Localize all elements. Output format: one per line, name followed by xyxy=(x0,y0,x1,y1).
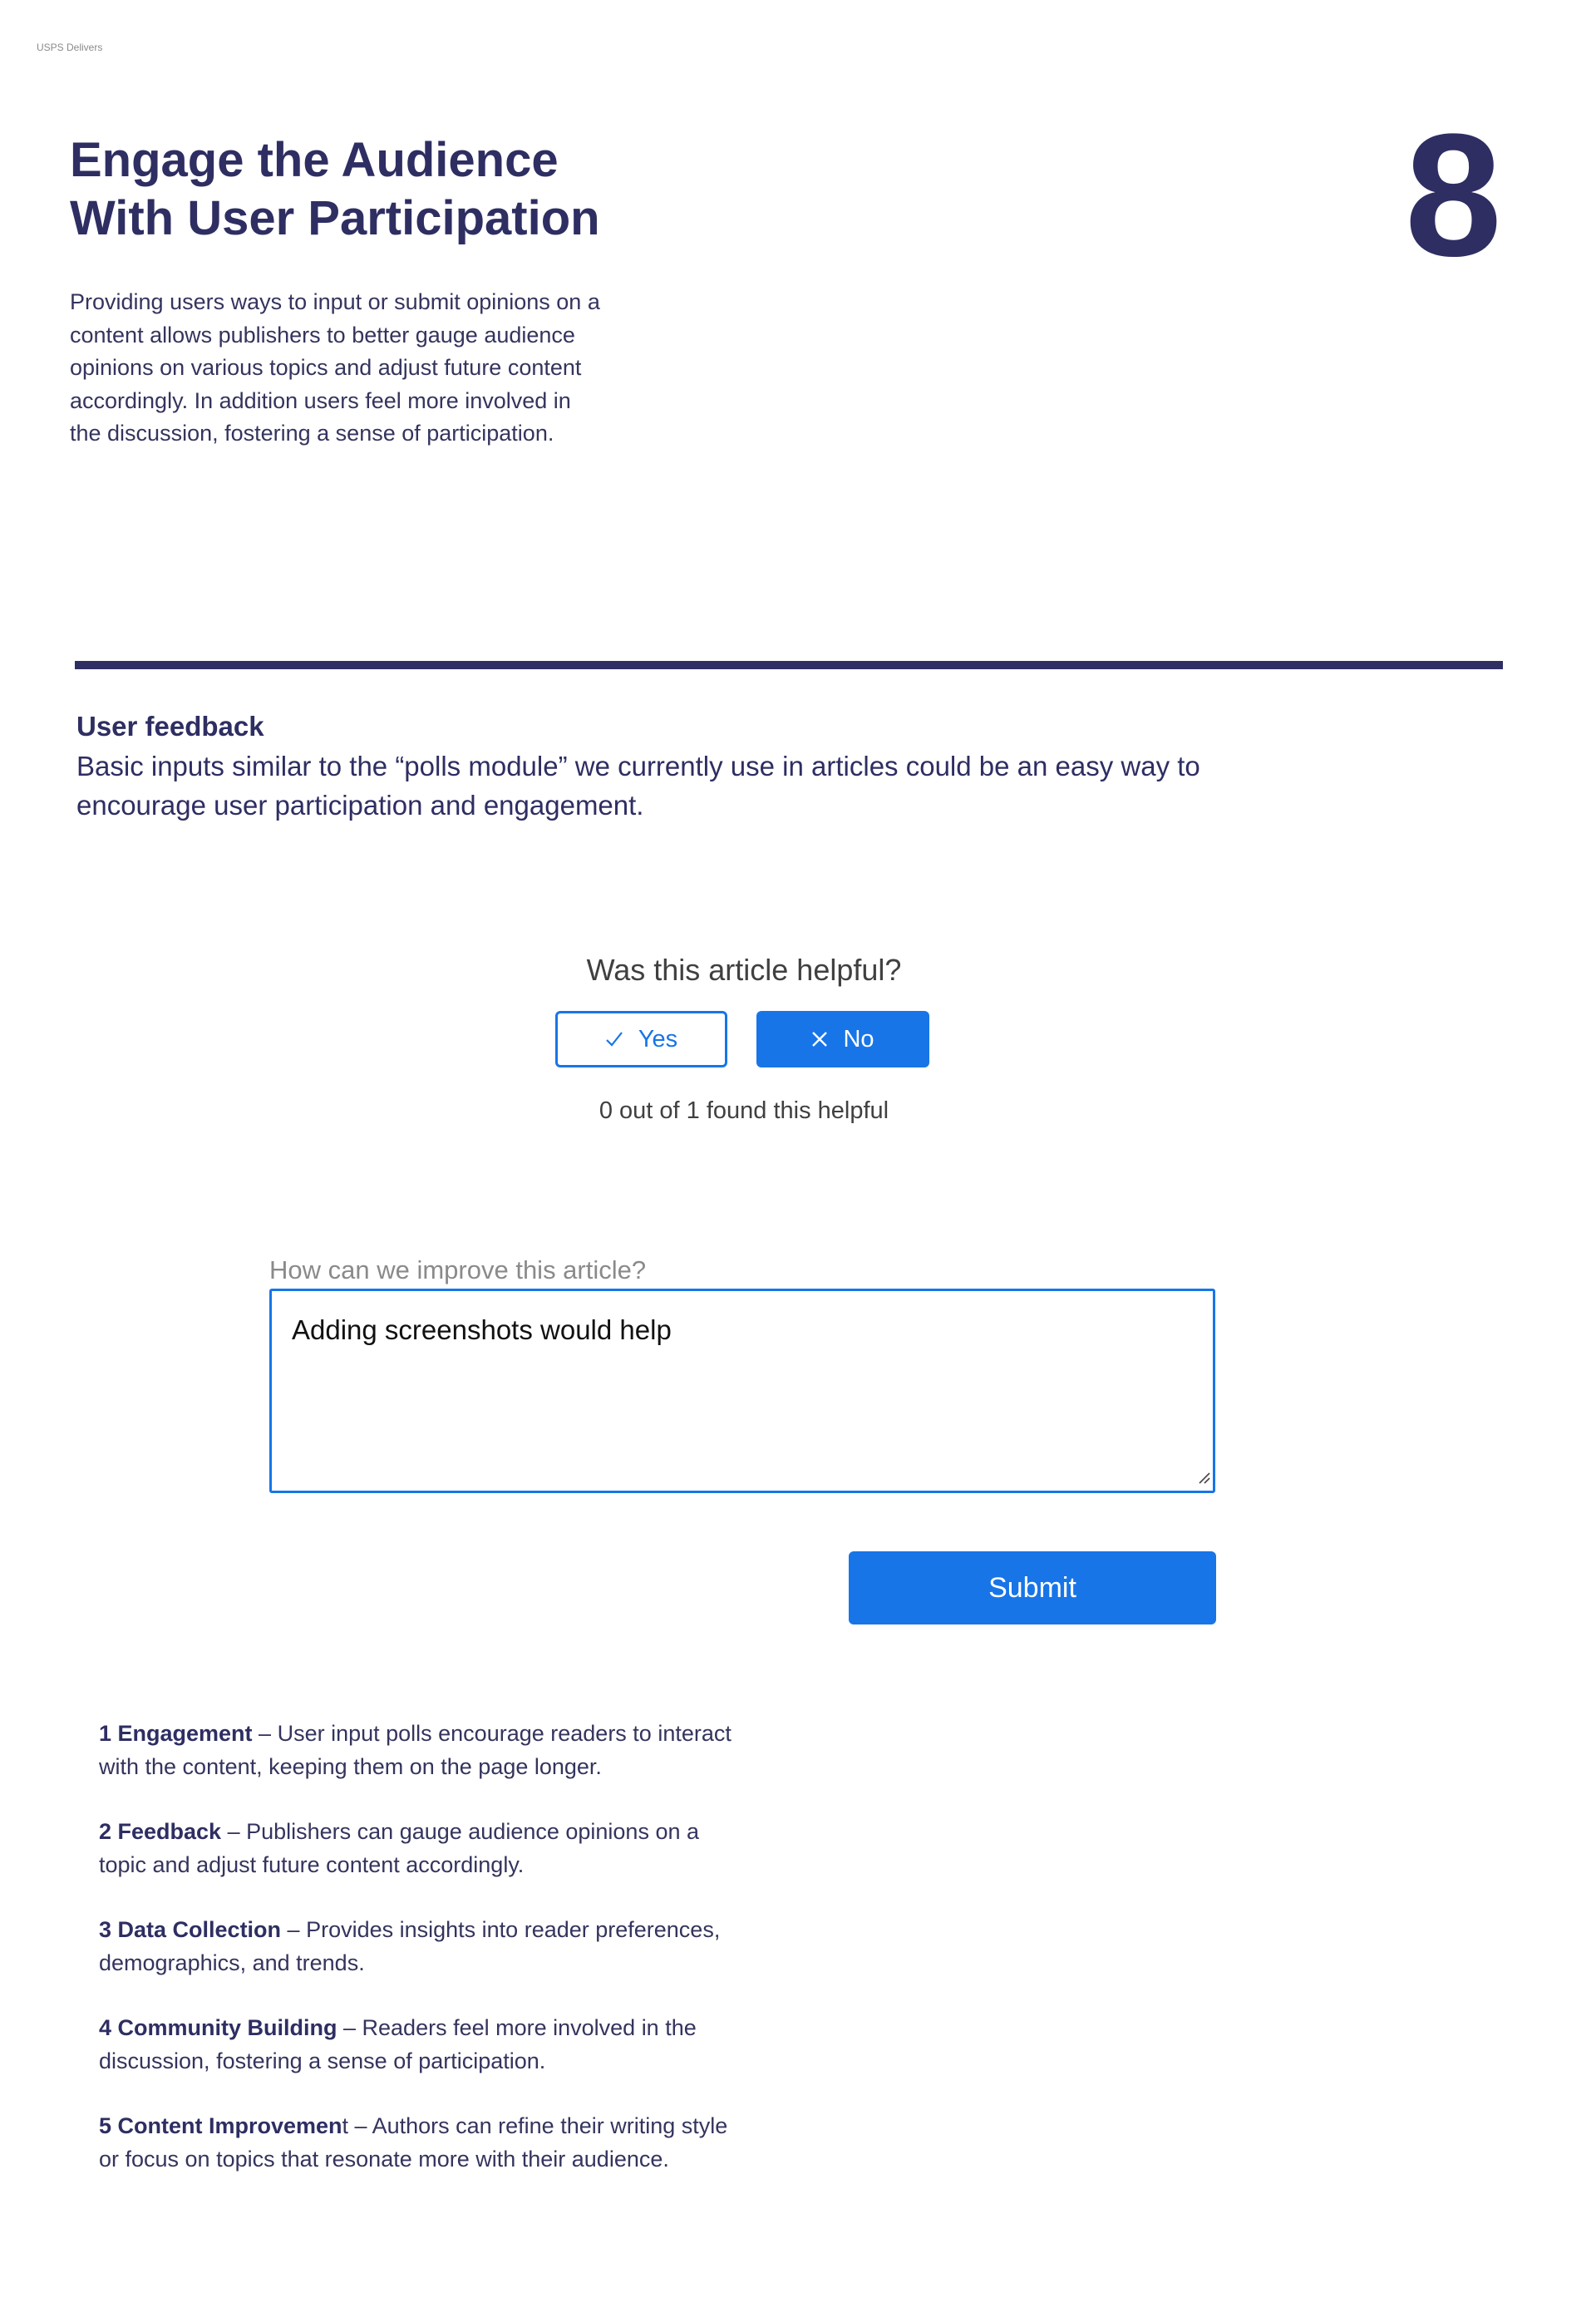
page-title-line-2: With User Participation xyxy=(70,191,600,245)
yes-button[interactable] xyxy=(555,1011,727,1067)
benefit-title: 5 Content Improvemen xyxy=(99,2113,342,2138)
benefit-item xyxy=(99,1816,747,1881)
resize-grip-icon[interactable] xyxy=(1196,1470,1211,1489)
benefit-title: 1 Engagement xyxy=(99,1721,253,1746)
page-title xyxy=(70,131,600,248)
benefit-text: – User input polls encourage readers to interact with the content, keeping them on the page longer. xyxy=(99,1721,732,1779)
section-heading: User feedback xyxy=(76,711,264,742)
benefit-text: – Readers feel more involved in the discussion, fostering a sense of participation. xyxy=(99,2015,697,2073)
benefit-title: 2 Feedback xyxy=(99,1819,222,1844)
no-button-label: No xyxy=(843,1025,874,1053)
benefit-text: – Provides insights into reader preferences, demographics, and trends. xyxy=(99,1917,721,1975)
check-icon xyxy=(605,1031,623,1048)
page-title-line-1: Engage the Audience xyxy=(70,133,559,187)
brand-label: USPS Delivers xyxy=(37,42,103,53)
helpful-count: 0 out of 1 found this helpful xyxy=(598,1097,889,1124)
section-description: Basic inputs similar to the “polls module” we currently use in articles could be an easy way to encourage user participation and engagement. xyxy=(76,751,1200,821)
section-divider xyxy=(75,661,1503,669)
intro-paragraph: Providing users ways to input or submit opinions on a content allows publishers to better gauge audience opinions on various topics and adjust future content accordingly. In addition users feel more involved in the discussion, fostering a sense of participation. xyxy=(70,289,600,446)
yes-button-label: Yes xyxy=(638,1025,678,1053)
benefit-item xyxy=(99,1914,747,1979)
benefit-text: – Publishers can gauge audience opinions on a topic and adjust future content accordingly. xyxy=(99,1819,700,1877)
benefit-title: 3 Data Collection xyxy=(99,1917,282,1942)
benefit-text: t – Authors can refine their writing style or focus on topics that resonate more with their audience. xyxy=(99,2113,728,2172)
benefits-list xyxy=(99,1718,747,2208)
submit-button[interactable]: Submit xyxy=(849,1551,1216,1624)
benefit-item xyxy=(99,2110,747,2176)
helpful-question: Was this article helpful? xyxy=(586,953,902,987)
no-button[interactable] xyxy=(756,1011,929,1067)
close-icon xyxy=(811,1031,828,1048)
benefit-item xyxy=(99,1718,747,1783)
improve-textarea[interactable] xyxy=(269,1289,1215,1493)
improve-field-label: How can we improve this article? xyxy=(269,1255,647,1284)
benefit-title: 4 Community Building xyxy=(99,2015,337,2040)
benefit-item xyxy=(99,2012,747,2078)
improve-textarea-value: Adding screenshots would help xyxy=(292,1314,672,1345)
page-number: 8 xyxy=(1405,97,1502,293)
